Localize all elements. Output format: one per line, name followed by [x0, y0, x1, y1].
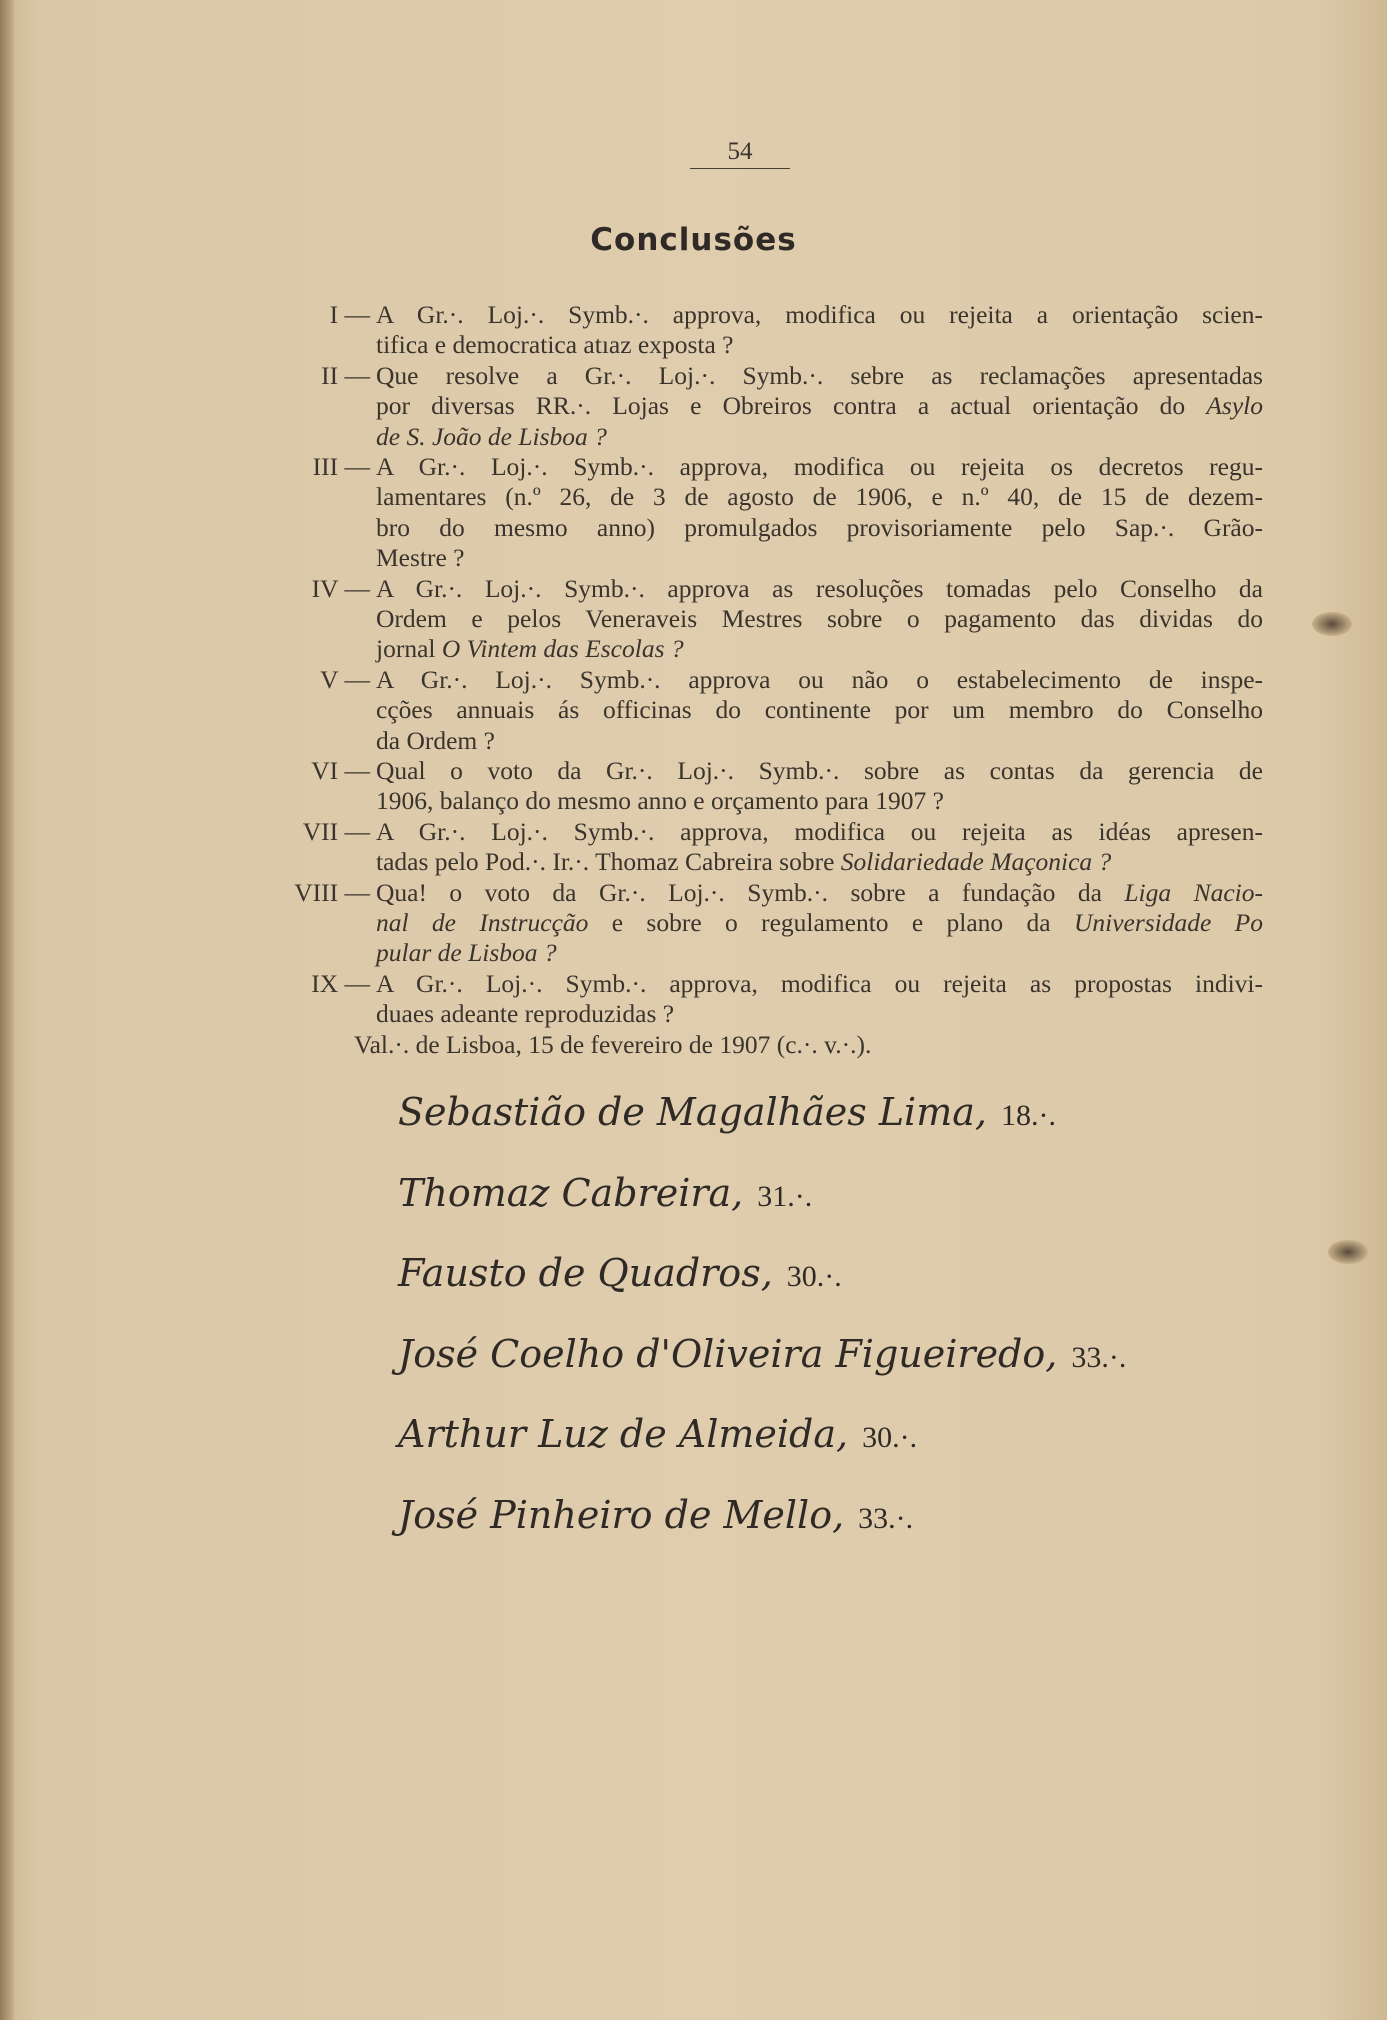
item-line	[376, 726, 1263, 756]
signature-name: José Coelho d'Oliveira Figueiredo,	[398, 1331, 1058, 1376]
item-line	[376, 878, 1263, 908]
item-numeral: I —	[329, 300, 370, 329]
text-segment: tadas pelo Pod.·. Ir.·. Thomaz Cabreira sobre	[376, 847, 841, 877]
text-segment: pular de Lisboa ?	[376, 938, 557, 968]
signature-name: Sebastião de Magalhães Lima,	[398, 1090, 987, 1134]
text-segment: Que resolve a Gr.·. Loj.·. Symb.·. sebre as reclamações apresentadas	[376, 360, 1263, 390]
text-segment: jornal	[376, 634, 442, 664]
signature-grade: 31.·.	[757, 1179, 813, 1213]
item-line	[376, 969, 1263, 999]
item-line	[376, 695, 1263, 725]
item-numeral: IV —	[311, 573, 370, 603]
item-line	[376, 847, 1263, 877]
text-segment: da Ordem ?	[376, 725, 495, 755]
signature-grade: 30.·.	[862, 1421, 918, 1454]
text-segment: tifica e democratica atıaz exposta ?	[376, 330, 734, 360]
text-segment: A Gr.·. Loj.·. Symb.·. approva, modifica ou rejeita os decretos regu-	[376, 452, 1263, 481]
item-line	[376, 938, 1263, 968]
text-segment: A Gr.·. Loj.·. Symb.·. approva, modifica ou rejeita as idéas apresen-	[376, 816, 1263, 846]
item-line	[376, 634, 1263, 664]
item-line	[376, 422, 1263, 452]
signature	[398, 1171, 812, 1215]
dateline: Val.·. de Lisboa, 15 de fevereiro de 1907 (c.·. v.·.).	[354, 1029, 872, 1059]
text-segment: e sobre o regulamento e plano da	[588, 908, 1074, 937]
item-line	[376, 665, 1263, 695]
text-segment: Mestre ?	[376, 543, 465, 573]
item-line	[376, 574, 1263, 604]
text-segment: nal de Instrucção	[376, 908, 589, 937]
item-line	[376, 786, 1263, 816]
item-line	[376, 482, 1263, 512]
signature	[398, 1412, 917, 1456]
item-numeral: IX —	[311, 968, 370, 998]
text-segment: Solidariedade Maçonica ?	[840, 847, 1112, 877]
item-numeral: V —	[320, 664, 370, 694]
item-line	[376, 391, 1263, 421]
item-line	[376, 513, 1263, 543]
page-title: Conclusões	[590, 222, 797, 258]
text-segment: A Gr.·. Loj.·. Symb.·. approva as resoluções tomadas pelo Conselho da	[376, 573, 1263, 603]
text-segment: Liga Nacio-	[1124, 877, 1263, 907]
text-segment: bro do mesmo anno) promulgados provisoriamente pelo Sap.·. Grão-	[376, 512, 1263, 542]
text-segment: Asylo	[1206, 391, 1263, 421]
signature	[398, 1090, 1056, 1134]
text-segment: A Gr.·. Loj.·. Symb.·. approva, modifica ou rejeita a orientação scien-	[376, 300, 1263, 329]
signature-grade: 30.·.	[786, 1260, 842, 1293]
text-segment: A Gr.·. Loj.·. Symb.·. approva ou não o estabelecimento de inspe-	[376, 664, 1263, 694]
signature	[398, 1251, 842, 1295]
signature	[398, 1332, 1126, 1376]
text-segment: O Vintem das Escolas ?	[441, 634, 684, 664]
signature-grade: 33.·.	[858, 1501, 914, 1535]
text-segment: por diversas RR.·. Lojas e Obreiros contra a actual orientação do	[376, 391, 1207, 421]
item-numeral: III —	[312, 452, 370, 481]
text-segment: Universidade Po	[1073, 908, 1263, 937]
item-line	[376, 817, 1263, 847]
item-numeral: VI —	[311, 756, 370, 785]
signature-grade: 33.·.	[1071, 1340, 1127, 1374]
item-line	[376, 999, 1263, 1029]
item-line	[376, 543, 1263, 573]
text-segment: duaes adeante reproduzidas ?	[376, 999, 675, 1029]
paper-damage-mark	[1312, 612, 1352, 636]
signature-grade: 18.·.	[1000, 1099, 1056, 1132]
item-line	[376, 452, 1263, 482]
signature	[398, 1493, 913, 1537]
paper-damage-mark	[1328, 1240, 1368, 1264]
text-segment: cções annuais ás officinas do continente por um membro do Conselho	[376, 695, 1263, 725]
text-segment: 1906, balanço do mesmo anno e orçamento para 1907 ?	[376, 786, 944, 816]
item-line	[376, 361, 1263, 391]
item-line	[376, 300, 1263, 330]
text-segment: A Gr.·. Loj.·. Symb.·. approva, modifica ou rejeita as propostas indivi-	[376, 968, 1263, 998]
text-segment: Ordem e pelos Veneraveis Mestres sobre o pagamento das dividas do	[376, 604, 1263, 633]
page-number: 54	[690, 138, 790, 169]
item-numeral: VII —	[302, 816, 370, 846]
signature-name: Fausto de Quadros,	[398, 1251, 773, 1295]
item-numeral: VIII —	[294, 877, 370, 907]
page-binding-edge	[0, 0, 14, 2020]
text-segment: Qua! o voto da Gr.·. Loj.·. Symb.·. sobre a fundação da	[376, 877, 1125, 907]
item-line	[376, 756, 1263, 786]
item-line	[376, 908, 1263, 938]
signature-name: Thomaz Cabreira,	[398, 1170, 744, 1215]
item-numeral: II —	[321, 360, 370, 390]
text-segment: lamentares (n.º 26, de 3 de agosto de 1906, e n.º 40, de 15 de dezem-	[376, 482, 1263, 512]
text-segment: Qual o voto da Gr.·. Loj.·. Symb.·. sobre as contas da gerencia de	[376, 756, 1263, 785]
signature-name: José Pinheiro de Mello,	[398, 1492, 845, 1537]
signature-name: Arthur Luz de Almeida,	[398, 1412, 849, 1456]
text-segment: de S. João de Lisboa ?	[376, 421, 607, 451]
item-line	[376, 604, 1263, 634]
item-line	[376, 330, 1263, 360]
